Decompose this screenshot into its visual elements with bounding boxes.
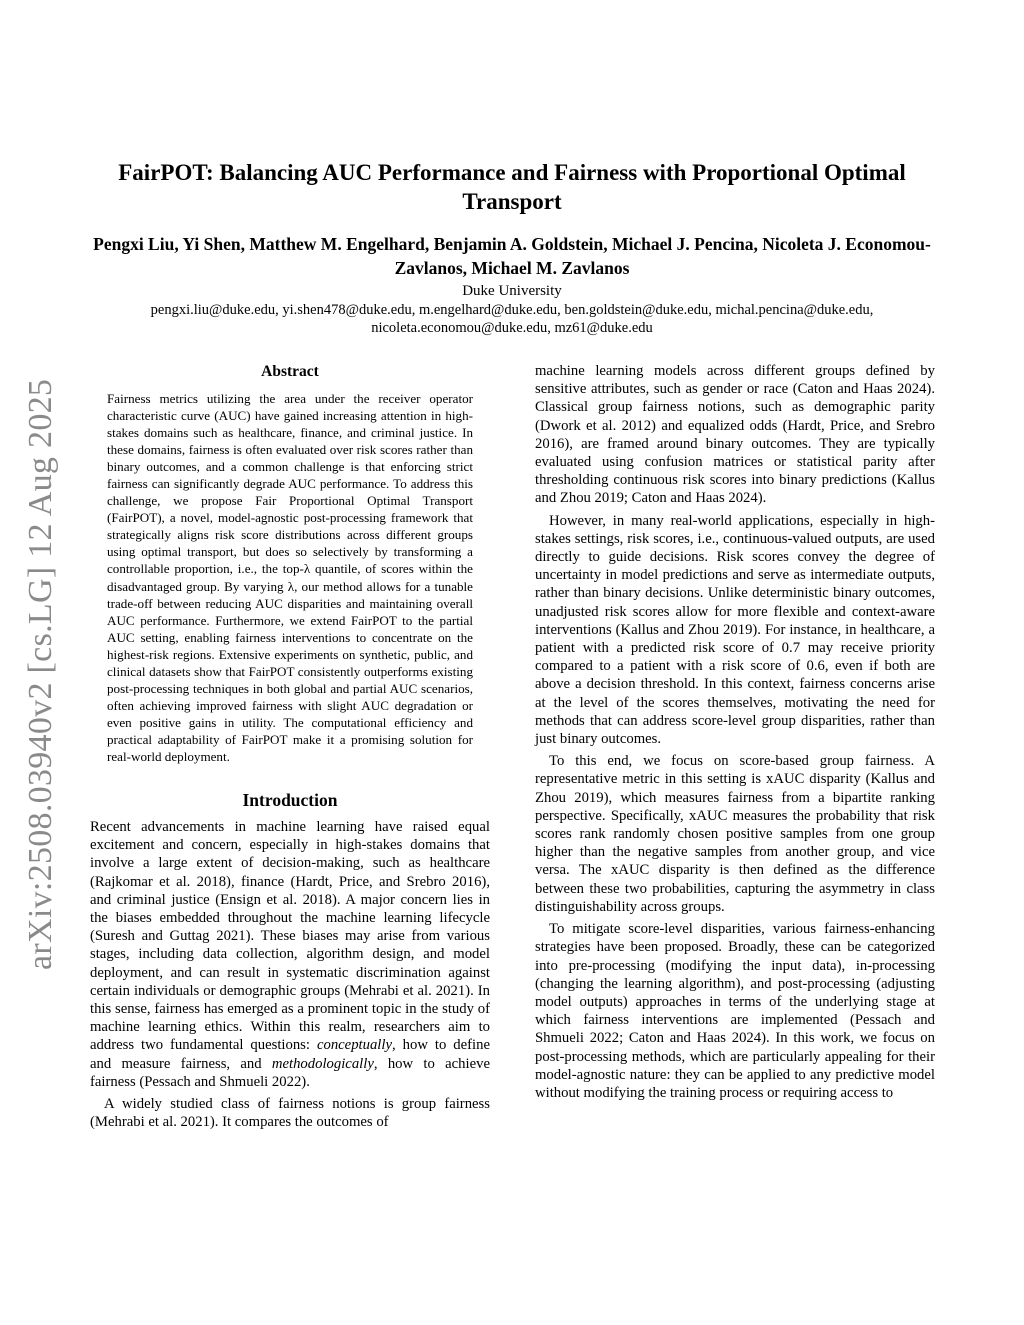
affiliation: Duke University [462, 283, 562, 299]
abstract-text: Fairness metrics utilizing the area under the receiver operator characteristic curve (AUC) have gained increasing attention in high-stakes domains such as healthcare, finance, and criminal justice. In these domains, fairness is often evaluated over risk scores rather than binary outcomes, and a common challenge is that enforcing strict fairness can significantly degrade AUC performance. To address this challenge, we propose Fair Proportional Optimal Transport (FairPOT), a novel, model-agnostic post-processing framework that strategically aligns risk score distributions across different groups using optimal transport, but does so selectively by transforming a controllable proportion, i.e., the top-λ quantile, of scores within the disadvantaged group. By varying λ, our method allows for a tunable trade-off between reducing AUC disparities and maintaining overall AUC performance. Furthermore, we extend FairPOT to the partial AUC setting, enabling fairness interventions to concentrate on the highest-risk regions. Extensive experiments on synthetic, public, and clinical datasets show that FairPOT consistently outperforms existing post-processing techniques in both global and partial AUC scenarios, often achieving improved fairness with slight AUC degradation or even positive gains in utility. The computational efficiency and practical adaptability of FairPOT make it a promising solution for real-world deployment. [107, 391, 473, 764]
intro-paragraph-2-continued: machine learning models across different groups defined by sensitive attributes, such as gender or race (Caton and Haas 2024). Classical group fairness notions, such as demographic parity (Dwork et al. 2012) and equalized odds (Hardt, Price, and Srebro 2016), are framed around binary outcomes. They are typically evaluated using confusion matrices or statistical parity after thresholding continuous risk scores into binary predictions (Kallus and Zhou 2019; Caton and Haas 2024). [535, 363, 935, 507]
intro-paragraph-2: A widely studied class of fairness notions is group fairness (Mehrabi et al. 2021). It compares the outcomes of [90, 1096, 490, 1131]
intro-paragraph-1 [90, 818, 490, 1091]
intro-p1-part-b: , how to define and measure fairness, and [90, 1037, 491, 1072]
right-column [535, 362, 935, 1102]
intro-paragraph-4: To this end, we focus on score-based group fairness. A representative metric in this setting is xAUC disparity (Kallus and Zhou 2019), which measures fairness from a bipartite ranking perspective. Specifically, xAUC measures the probability that risk scores rank randomly chosen positive samples from one group higher than the negative samples from another group, and vice versa. The xAUC disparity is then defined as the difference between these two probabilities, capturing the asymmetry in class distinguishability across groups. [535, 753, 935, 915]
abstract-heading: Abstract [261, 363, 319, 380]
author-emails: pengxi.liu@duke.edu, yi.shen478@duke.edu, m.engelhard@duke.edu, ben.goldstein@duke.edu, michal.pencina@duke.edu, nicoleta.economou@duke.edu, mz61@duke.edu [150, 302, 874, 336]
intro-p1-emphasis-2: methodologically [271, 1055, 374, 1072]
intro-paragraph-5: To mitigate score-level disparities, various fairness-enhancing strategies have been proposed. Broadly, these can be categorized into pre-processing (modifying the input data), in-processing (changing the learning algorithm), and post-processing (adjusting model outputs) approaches in terms of the underlying stage at which fairness interventions are implemented (Pessach and Shmueli 2022; Caton and Haas 2024). In this work, we focus on post-processing methods, which are particularly appealing for their model-agnostic nature: they can be applied to any predictive model without modifying the training process or requiring access to [535, 921, 935, 1101]
intro-p1-part-c: , how to achieve fairness (Pessach and Shmueli 2022). [90, 1055, 490, 1090]
paper-title: FairPOT: Balancing AUC Performance and Fairness with Proportional Optimal Transport [118, 160, 906, 214]
intro-p1-emphasis-1: conceptually [316, 1037, 392, 1054]
left-column [90, 362, 490, 1131]
arxiv-sidebar-id: arXiv:2508.03940v2 [cs.LG] 12 Aug 2025 [22, 378, 59, 970]
introduction-heading: Introduction [242, 790, 338, 811]
author-list: Pengxi Liu, Yi Shen, Matthew M. Engelhard, Benjamin A. Goldstein, Michael J. Pencina, Nicoleta J. Economou-Zavlanos, Michael M. Zavlanos [93, 234, 931, 278]
intro-paragraph-3: However, in many real-world applications, especially in high-stakes settings, risk scores, i.e., continuous-valued outputs, are used directly to guide decisions. Risk scores convey the degree of uncertainty in model predictions and serve as intermediate outputs, rather than binary decisions. Unlike deterministic binary outcomes, unadjusted risk scores allow for more flexible and context-aware interventions (Kallus and Zhou 2019). For instance, in healthcare, a patient with a predicted risk score of 0.7 may receive priority compared to a patient with a risk score of 0.6, even if both are above a decision threshold. In this context, fairness concerns arise at the level of the scores themselves, motivating the need for methods that can address score-level group disparities, rather than just binary outcomes. [535, 512, 935, 748]
intro-p1-part-a: Recent advancements in machine learning have raised equal excitement and concern, especially in high-stakes domains that involve a large extent of decision-making, such as healthcare (Rajkomar et al. 2018), finance (Hardt, Price, and Srebro 2016), and criminal justice (Ensign et al. 2018). A major concern lies in the biases embedded throughout the machine learning lifecycle (Suresh and Guttag 2021). These biases may arise from various stages, including data collection, algorithm design, and model deployment, and can result in systematic discrimination against certain individuals or demographic groups (Mehrabi et al. 2021). In this sense, fairness has emerged as a prominent topic in the study of machine learning ethics. Within this realm, researchers aim to address two fundamental questions: [90, 819, 490, 1054]
